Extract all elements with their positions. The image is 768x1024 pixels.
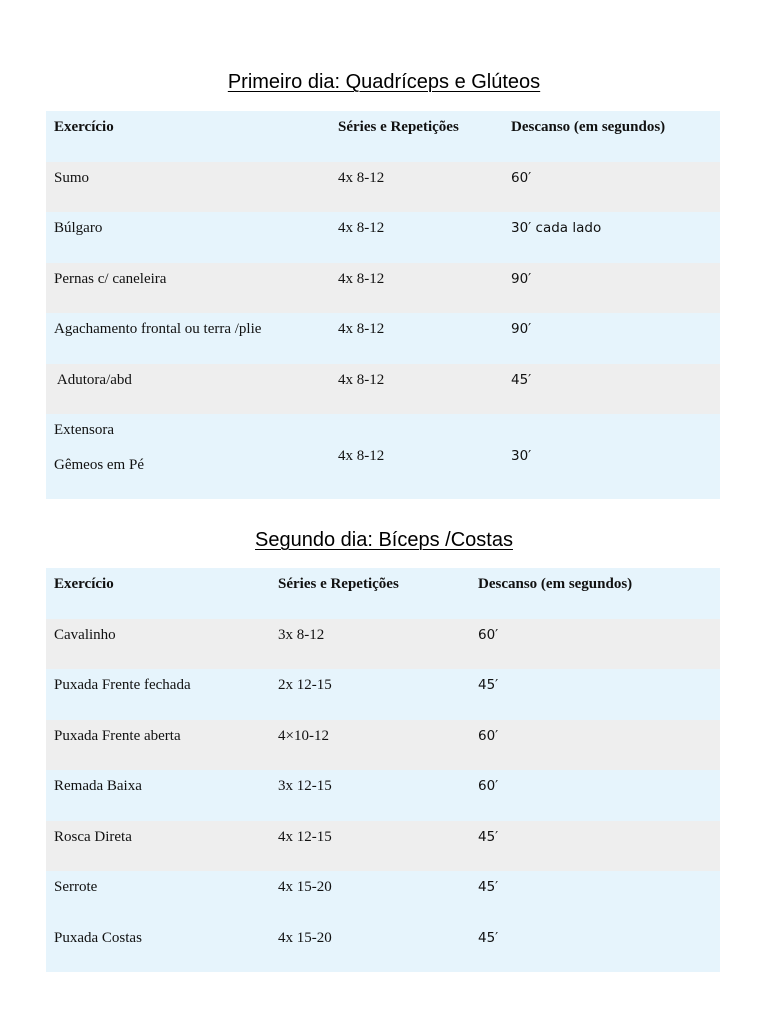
table-row (46, 162, 720, 213)
exercise-cell: Cavalinho (54, 626, 116, 643)
table-row (46, 821, 720, 872)
rest-cell: 60′ (511, 169, 532, 186)
sets-cell: 4x 12-15 (278, 828, 332, 845)
sets-cell: 3x 8-12 (278, 626, 325, 643)
day2-workout-table (46, 568, 720, 972)
day1-title: Primeiro dia: Quadríceps e Glúteos (227, 71, 541, 93)
rest-cell: 45′ (478, 879, 499, 895)
table-row (46, 770, 720, 821)
table-row (46, 619, 720, 670)
sets-cell: 4x 15-20 (278, 879, 332, 895)
rest-cell: 90′ (511, 270, 532, 287)
sets-cell: 4x 8-12 (338, 321, 385, 337)
table-row (46, 720, 720, 771)
rest-cell: 60′ (478, 727, 499, 744)
rest-cell: 90′ (511, 321, 532, 337)
header-sets-reps: Séries e Repetições (338, 119, 459, 135)
day2-title: Segundo dia: Bíceps /Costas (255, 529, 513, 551)
exercise-cell: Agachamento frontal ou terra /plie (54, 321, 262, 337)
rest-cell: 45′ (478, 677, 499, 693)
exercise-cell: Remada Baixa (54, 778, 142, 794)
rest-cell: 45′ (478, 828, 499, 845)
header-sets-reps: Séries e Repetições (278, 576, 399, 592)
table-header-row (46, 568, 720, 619)
sets-cell: 4x 15-20 (278, 929, 332, 946)
header-exercise: Exercício (54, 576, 114, 592)
exercise-cell: Rosca Direta (54, 828, 132, 845)
exercise-cell: Pernas c/ caneleira (54, 270, 167, 287)
table-row (46, 364, 720, 415)
sets-cell: 2x 12-15 (278, 677, 332, 693)
exercise-cell: Sumo (54, 169, 90, 186)
exercise-cell: Puxada Frente fechada (54, 677, 191, 693)
table-row (46, 922, 720, 973)
exercise-cell: Puxada Costas (54, 929, 142, 946)
rest-cell: 60′ (478, 626, 499, 643)
sets-cell: 4x 8-12 (338, 448, 385, 464)
table-row (46, 313, 720, 364)
header-rest: Descanso (em segundos) (478, 576, 633, 592)
table-row (46, 212, 720, 263)
sets-cell: 4×10-12 (278, 727, 329, 744)
exercise-cell: Puxada Frente aberta (54, 727, 181, 744)
sets-cell: 4x 8-12 (338, 270, 385, 287)
header-rest: Descanso (em segundos) (511, 119, 666, 135)
rest-cell: 45′ (478, 929, 499, 946)
table-row (46, 263, 720, 314)
sets-cell: 4x 8-12 (338, 220, 385, 236)
exercise-cell (54, 422, 144, 473)
rest-cell: 60′ (478, 778, 499, 794)
sets-cell: 4x 8-12 (338, 371, 385, 388)
exercise-line: Gêmeos em Pé (54, 457, 144, 473)
header-exercise: Exercício (54, 119, 114, 135)
table-header-row (46, 111, 720, 162)
rest-cell: 30′ (511, 448, 532, 464)
exercise-cell: Adutora/abd (54, 371, 132, 388)
table-row (46, 871, 720, 922)
day1-workout-table (46, 111, 720, 499)
rest-cell: 30′ cada lado (511, 220, 602, 236)
exercise-cell: Serrote (54, 879, 98, 895)
exercise-line: Extensora (54, 422, 114, 438)
sets-cell: 3x 12-15 (278, 778, 332, 794)
table-row (46, 414, 720, 499)
rest-cell: 45′ (511, 371, 532, 388)
exercise-cell: Búlgaro (54, 220, 103, 236)
table-row (46, 669, 720, 720)
sets-cell: 4x 8-12 (338, 169, 385, 186)
